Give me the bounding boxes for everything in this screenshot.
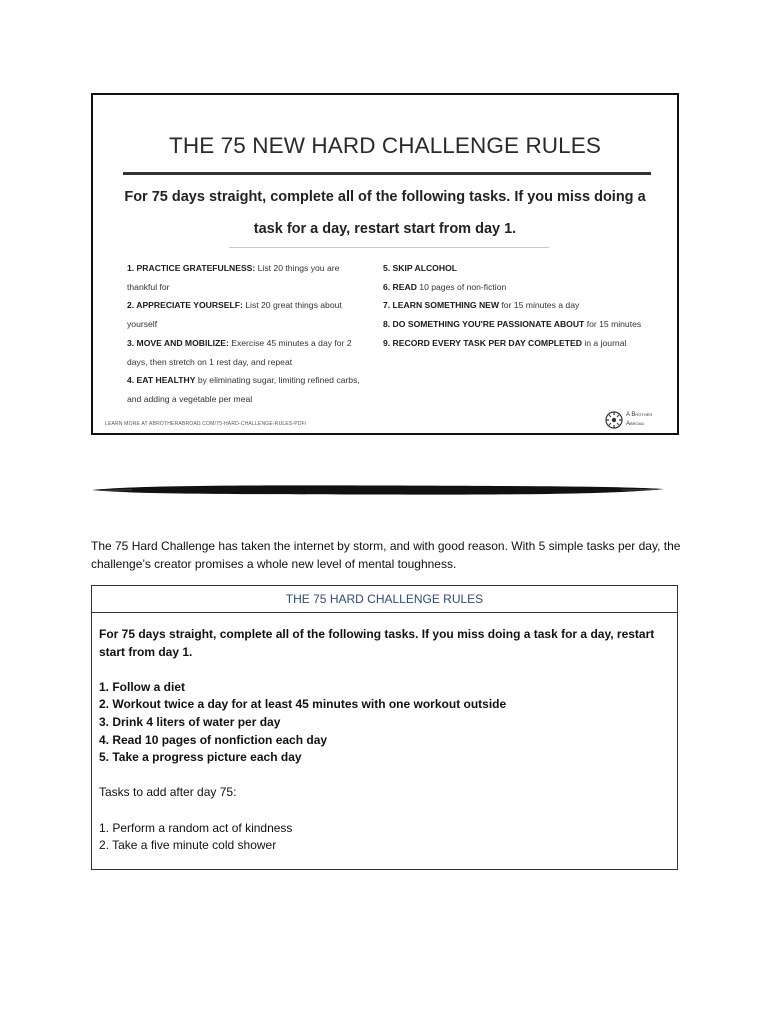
rules-text-box bbox=[91, 585, 678, 870]
subtitle-divider bbox=[229, 247, 549, 248]
box-heading: THE 75 HARD CHALLENGE RULES bbox=[92, 586, 677, 613]
extra-task-item: 2. Take a five minute cold shower bbox=[99, 838, 277, 853]
task-item: 1. Follow a diet bbox=[99, 679, 186, 694]
extra-task-item: 1. Perform a random act of kindness bbox=[99, 820, 293, 835]
title-underline bbox=[123, 172, 651, 175]
logo-line-2: Abroad bbox=[626, 421, 645, 427]
compass-globe-icon bbox=[605, 411, 623, 429]
rule-heading: 8. DO SOMETHING YOU'RE PASSIONATE ABOUT bbox=[383, 319, 585, 330]
rule-heading: 4. EAT HEALTHY bbox=[127, 375, 196, 386]
task-item: 5. Take a progress picture each day bbox=[99, 750, 302, 765]
rule-heading: 3. MOVE AND MOBILIZE: bbox=[127, 337, 229, 348]
rule-heading: 2. APPRECIATE YOURSELF: bbox=[127, 300, 243, 311]
rules-image-card bbox=[91, 93, 679, 435]
rule-text: in a journal bbox=[581, 337, 627, 348]
rule-heading: 5. SKIP ALCOHOL bbox=[383, 263, 458, 273]
task-item: 3. Drink 4 liters of water per day bbox=[99, 714, 281, 729]
rule-text: by eliminating sugar, limiting refined carbs, and adding a vegetable per meal bbox=[127, 375, 360, 404]
brush-stroke-divider bbox=[92, 483, 664, 497]
task-item: 2. Workout twice a day for at least 45 minutes with one workout outside bbox=[99, 697, 507, 712]
rule-text: for 15 minutes bbox=[584, 319, 642, 330]
extra-tasks-heading: Tasks to add after day 75: bbox=[99, 785, 237, 800]
box-intro: For 75 days straight, complete all of the following tasks. If you miss doing a task for a day, restart start from day 1. bbox=[99, 627, 655, 659]
rule-item bbox=[383, 278, 653, 297]
rule-text: Exercise 45 minutes a day for 2 days, then stretch on 1 rest day, and repeat bbox=[127, 337, 352, 367]
rule-text: List 20 great things about yourself bbox=[127, 300, 342, 330]
rules-left-column bbox=[127, 259, 367, 409]
rule-heading: 7. LEARN SOMETHING NEW bbox=[383, 300, 500, 311]
rule-item bbox=[383, 296, 653, 315]
rule-item bbox=[127, 296, 367, 333]
rules-right-column bbox=[383, 259, 653, 353]
rule-heading: 9. RECORD EVERY TASK PER DAY COMPLETED bbox=[383, 337, 582, 348]
card-subtitle: For 75 days straight, complete all of the following tasks. If you miss doing a task for a day, restart start from day 1. bbox=[124, 189, 646, 237]
rule-item bbox=[127, 334, 367, 371]
card-footer-url: LEARN MORE AT ABROTHERABROAD.COM/75-HARD-CHALLENGE-RULES-PDF/ bbox=[105, 421, 307, 427]
rule-item bbox=[383, 315, 653, 334]
rule-item bbox=[383, 259, 653, 278]
rule-heading: 1. PRACTICE GRATEFULNESS: bbox=[127, 263, 256, 273]
rule-item bbox=[127, 259, 367, 296]
rule-text: for 15 minutes a day bbox=[499, 300, 580, 311]
intro-paragraph: The 75 Hard Challenge has taken the internet by storm, and with good reason. With 5 simple tasks per day, the challenge’s creator promises a whole new level of mental toughness. bbox=[91, 539, 681, 571]
logo-line-1: A Brother bbox=[626, 412, 653, 418]
rule-heading: 6. READ bbox=[383, 281, 417, 292]
rule-text: 10 pages of non-fiction bbox=[416, 281, 507, 292]
brand-logo bbox=[605, 411, 652, 429]
rule-text: List 20 things you are thankful for bbox=[127, 263, 340, 292]
rule-item bbox=[383, 334, 653, 353]
task-item: 4. Read 10 pages of nonfiction each day bbox=[99, 732, 328, 747]
card-title: THE 75 NEW HARD CHALLENGE RULES bbox=[169, 133, 601, 158]
rule-item bbox=[127, 371, 367, 408]
